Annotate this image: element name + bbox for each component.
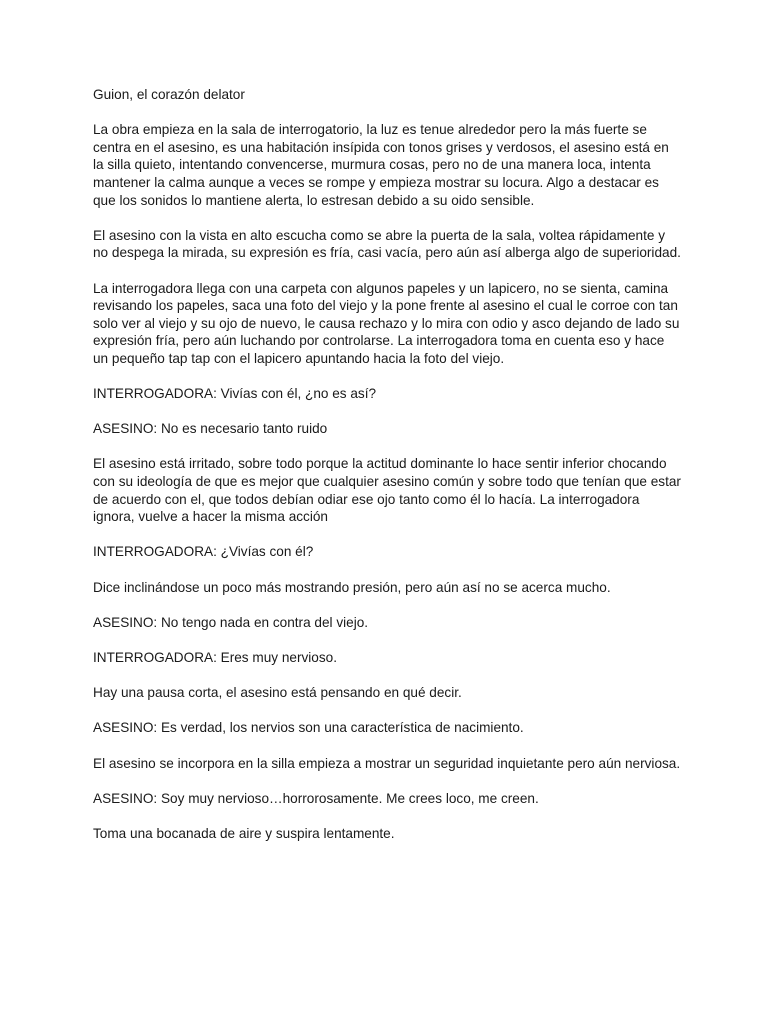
- paragraph-interrogator-arrives: La interrogadora llega con una carpeta con algunos papeles y un lapicero, no se sienta, camina revisando los papeles, saca una foto del viejo y la pone frente al asesino el cual le corroe con tan solo ver al viejo y su ojo de nuevo, le causa rechazo y lo mira con odio y asco dejando de lado su expresión fría, pero aún luchando por controlarse. La interrogadora toma en cuenta eso y hace un pequeño tap tap con el lapicero apuntando hacia la foto del viejo.: [93, 280, 680, 366]
- stage-direction: El asesino se incorpora en la silla empieza a mostrar un seguridad inquietante pero aún nerviosa.: [93, 755, 681, 771]
- paragraph-killer-irritated: El asesino está irritado, sobre todo porque la actitud dominante lo hace sentir inferior chocando con su ideología de que es mejor que cualquier asesino común y sobre todo que tenían que estar de acuerdo con el, que todos debían odiar ese ojo tanto como él lo hacía. La interrogadora ignora, vuelve a hacer la misma acción: [93, 456, 681, 525]
- paragraph-door-opens: El asesino con la vista en alto escucha como se abre la puerta de la sala, voltea rápidamente y no despega la mirada, su expresión es fría, casi vacía, pero aún así alberga algo de superioridad.: [93, 227, 681, 261]
- document-page: [93, 86, 683, 860]
- dialogue-line: INTERROGADORA: ¿Vivías con él?: [93, 544, 314, 560]
- stage-direction: Hay una pausa corta, el asesino está pensando en qué decir.: [93, 685, 462, 701]
- dialogue-line: ASESINO: Es verdad, los nervios son una característica de nacimiento.: [93, 720, 524, 736]
- stage-direction: Toma una bocanada de aire y suspira lentamente.: [93, 825, 395, 841]
- document-title: Guion, el corazón delator: [93, 87, 245, 102]
- dialogue-line: ASESINO: No tengo nada en contra del viejo.: [93, 614, 369, 630]
- dialogue-line: INTERROGADORA: Eres muy nervioso.: [93, 650, 337, 665]
- dialogue-line: ASESINO: No es necesario tanto ruido: [93, 421, 328, 437]
- dialogue-line: INTERROGADORA: Vivías con él, ¿no es así?: [93, 386, 377, 402]
- paragraph-scene-intro: La obra empieza en la sala de interrogatorio, la luz es tenue alrededor pero la más fuerte se centra en el asesino, es una habitación insípida con tonos grises y verdosos, el asesino está en la silla quieto, intentando convencerse, murmura cosas, pero no de una manera loca, intenta mantener la calma aunque a veces se rompe y empieza mostrar su locura. Algo a destacar es que los sonidos lo mantiene alerta, lo estresan debido a su oido sensible.: [93, 122, 669, 208]
- stage-direction: Dice inclinándose un poco más mostrando presión, pero aún así no se acerca mucho.: [93, 579, 611, 595]
- dialogue-line: ASESINO: Soy muy nervioso…horrorosamente. Me crees loco, me creen.: [93, 790, 539, 806]
